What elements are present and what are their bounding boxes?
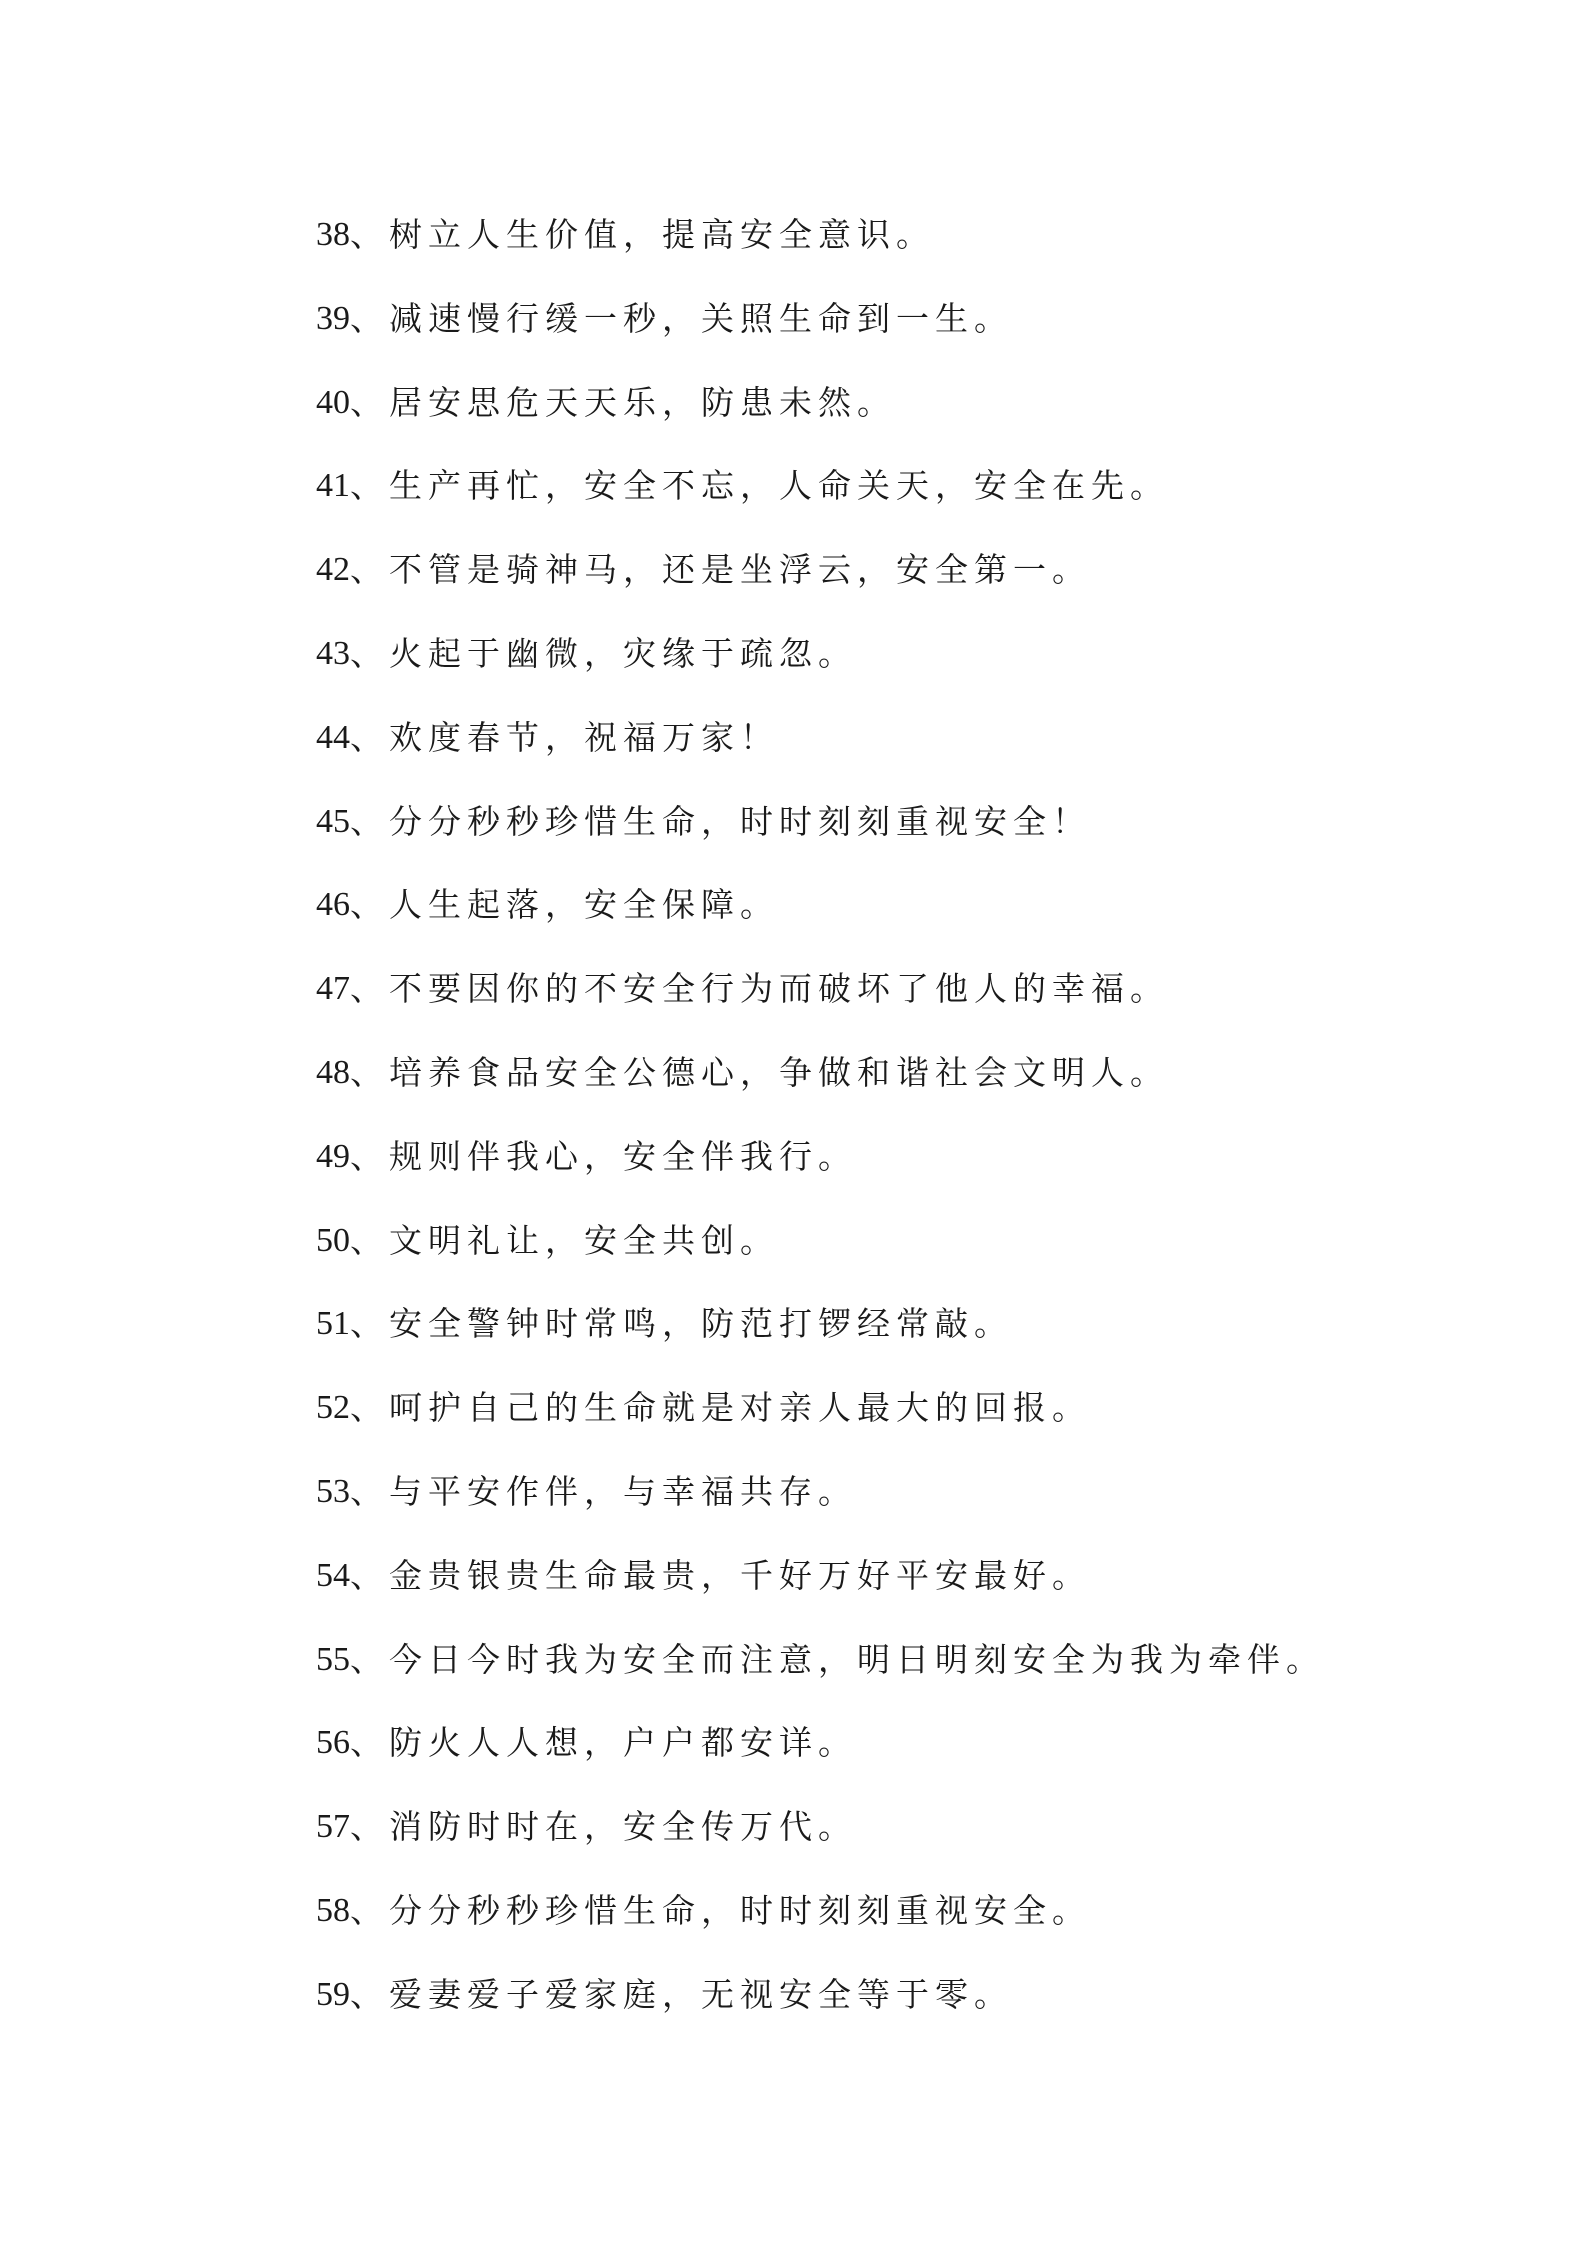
item-separator: 、 (350, 1471, 389, 1511)
item-text: 不管是骑神马，还是坐浮云，安全第一。 (389, 550, 1091, 590)
item-separator: 、 (350, 550, 389, 590)
item-separator: 、 (350, 1388, 389, 1428)
list-item (316, 1718, 1466, 1802)
item-separator: 、 (350, 1304, 389, 1344)
item-text: 不要因你的不安全行为而破坏了他人的幸福。 (389, 969, 1169, 1009)
item-number: 48 (316, 1053, 350, 1091)
item-number: 39 (316, 299, 350, 337)
list-item (316, 1635, 1466, 1719)
item-number: 52 (316, 1389, 350, 1427)
item-text: 欢度春节，祝福万家！ (389, 717, 779, 757)
item-text: 分分秒秒珍惜生命，时时刻刻重视安全。 (389, 1890, 1091, 1930)
list-item (316, 1216, 1466, 1300)
list-item (316, 461, 1466, 545)
item-text: 防火人人想，户户都安详。 (389, 1723, 857, 1763)
item-text: 人生起落，安全保障。 (389, 885, 779, 925)
item-number: 51 (316, 1305, 350, 1343)
list-item (316, 1132, 1466, 1216)
item-number: 47 (316, 970, 350, 1008)
item-separator: 、 (350, 1974, 389, 2014)
item-text: 金贵银贵生命最贵，千好万好平安最好。 (389, 1555, 1091, 1595)
item-separator: 、 (350, 633, 389, 673)
list-item (316, 1383, 1466, 1467)
item-number: 41 (316, 467, 350, 505)
item-text: 减速慢行缓一秒，关照生命到一生。 (389, 298, 1013, 338)
item-separator: 、 (350, 1052, 389, 1092)
item-number: 50 (316, 1221, 350, 1259)
list-item (316, 294, 1466, 378)
list-item (316, 1886, 1466, 1970)
item-text: 生产再忙，安全不忘，人命关天，安全在先。 (389, 466, 1169, 506)
item-number: 54 (316, 1556, 350, 1594)
item-separator: 、 (350, 298, 389, 338)
item-separator: 、 (350, 1555, 389, 1595)
list-item (316, 378, 1466, 462)
item-separator: 、 (350, 215, 389, 254)
item-number: 55 (316, 1640, 350, 1678)
item-separator: 、 (350, 1807, 389, 1847)
item-separator: 、 (350, 382, 389, 422)
item-number: 38 (316, 216, 350, 253)
item-separator: 、 (350, 1723, 389, 1763)
item-text: 文明礼让，安全共创。 (389, 1220, 779, 1260)
list-item (316, 1970, 1466, 2054)
item-number: 45 (316, 802, 350, 840)
item-separator: 、 (350, 1136, 389, 1176)
item-number: 49 (316, 1137, 350, 1175)
item-text: 规则伴我心，安全伴我行。 (389, 1136, 857, 1176)
item-text: 安全警钟时常鸣，防范打锣经常敲。 (389, 1304, 1013, 1344)
item-text: 火起于幽微，灾缘于疏忽。 (389, 633, 857, 673)
item-separator: 、 (350, 1890, 389, 1930)
list-item (316, 1551, 1466, 1635)
item-text: 与平安作伴，与幸福共存。 (389, 1471, 857, 1511)
slogan-list (316, 210, 1466, 2054)
item-separator: 、 (350, 1220, 389, 1260)
item-text: 呵护自己的生命就是对亲人最大的回报。 (389, 1388, 1091, 1428)
item-text: 树立人生价值，提高安全意识。 (389, 215, 935, 254)
item-separator: 、 (350, 717, 389, 757)
list-item (316, 713, 1466, 797)
list-item (316, 1467, 1466, 1551)
list-item (316, 1802, 1466, 1886)
item-text: 分分秒秒珍惜生命，时时刻刻重视安全！ (389, 801, 1091, 841)
item-text: 居安思危天天乐，防患未然。 (389, 382, 896, 422)
item-number: 43 (316, 634, 350, 672)
list-item (316, 964, 1466, 1048)
item-number: 58 (316, 1891, 350, 1929)
item-separator: 、 (350, 969, 389, 1009)
item-text: 消防时时在，安全传万代。 (389, 1807, 857, 1847)
item-number: 53 (316, 1472, 350, 1510)
item-separator: 、 (350, 801, 389, 841)
item-separator: 、 (350, 885, 389, 925)
item-number: 44 (316, 718, 350, 756)
list-item (316, 545, 1466, 629)
item-number: 40 (316, 383, 350, 421)
list-item (316, 797, 1466, 881)
item-text: 爱妻爱子爱家庭，无视安全等于零。 (389, 1974, 1013, 2014)
list-item (316, 210, 1466, 294)
item-number: 59 (316, 1975, 350, 2013)
item-separator: 、 (350, 466, 389, 506)
item-number: 46 (316, 886, 350, 924)
list-item (316, 1299, 1466, 1383)
item-separator: 、 (350, 1639, 389, 1679)
list-item (316, 629, 1466, 713)
item-number: 56 (316, 1724, 350, 1762)
item-number: 57 (316, 1808, 350, 1846)
item-number: 42 (316, 551, 350, 589)
list-item (316, 1048, 1466, 1132)
item-text: 今日今时我为安全而注意，明日明刻安全为我为牵伴。 (389, 1639, 1325, 1679)
list-item (316, 880, 1466, 964)
item-text: 培养食品安全公德心，争做和谐社会文明人。 (389, 1052, 1169, 1092)
